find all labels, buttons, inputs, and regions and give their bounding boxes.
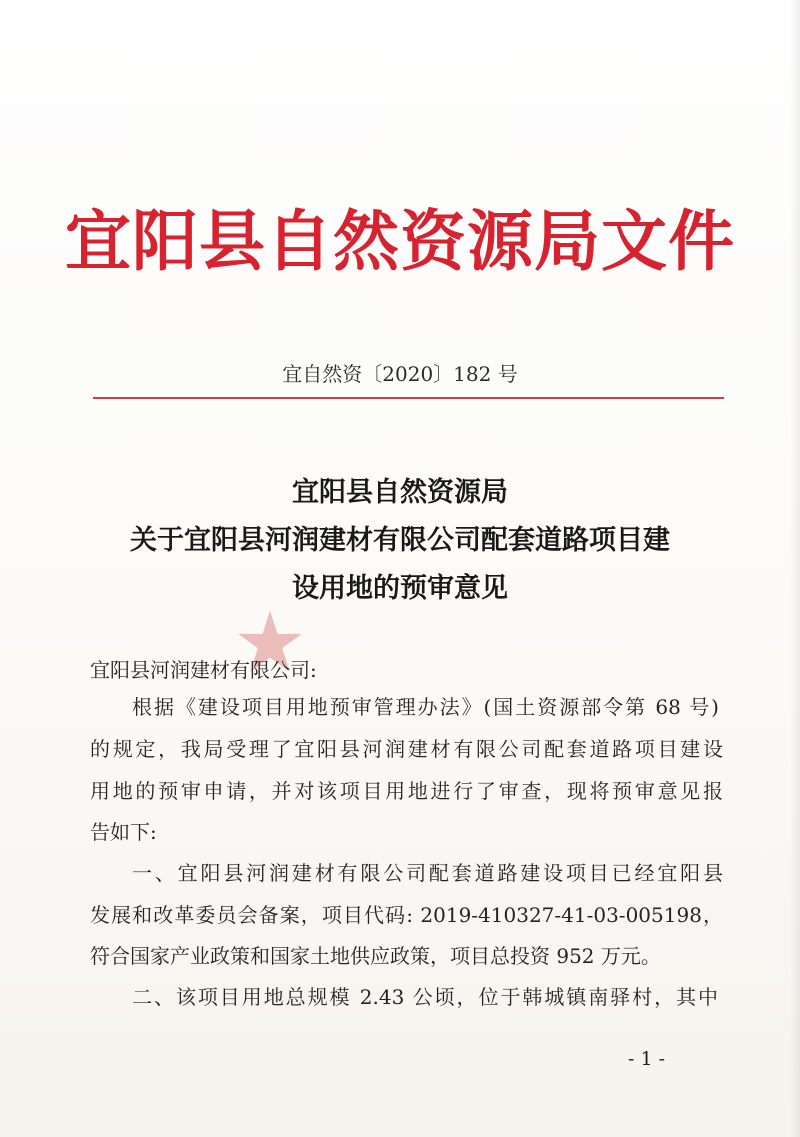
document-title-line-3: 设用地的预审意见 <box>292 573 508 604</box>
body-line-4: 告如下: <box>90 820 157 844</box>
document-title-line-2: 关于宜阳县河润建材有限公司配套道路项目建 <box>130 525 670 556</box>
body-line-5: 一、宜阳县河润建材有限公司配套道路建设项目已经宜阳县 <box>132 863 723 885</box>
body-line-3: 用地的预审申请，并对该项目用地进行了审查，现将预审意见报 <box>90 781 723 803</box>
body-line-8: 二、该项目用地总规模 2.43 公顷，位于韩城镇南驿村，其中 <box>132 987 718 1009</box>
red-divider <box>93 397 724 399</box>
body-line-7: 符合国家产业政策和国家土地供应政策，项目总投资 952 万元。 <box>90 944 661 968</box>
page-edge-shadow <box>790 0 800 1137</box>
body-line-6: 发展和改革委员会备案，项目代码: 2019-410327-41-03-005198， <box>90 905 723 927</box>
page-number: - 1 - <box>628 1048 666 1070</box>
body-line-2: 的规定，我局受理了宜阳县河润建材有限公司配套道路项目建设 <box>90 739 723 761</box>
body-line-1: 根据《建设项目用地预审管理办法》(国土资源部令第 68 号) <box>132 697 719 719</box>
document-title-line-1: 宜阳县自然资源局 <box>292 477 508 508</box>
document-number: 宜自然资〔2020〕182 号 <box>282 362 518 386</box>
header-title: 宜阳县自然资源局文件 <box>65 202 735 280</box>
addressee: 宜阳县河润建材有限公司: <box>90 658 317 682</box>
